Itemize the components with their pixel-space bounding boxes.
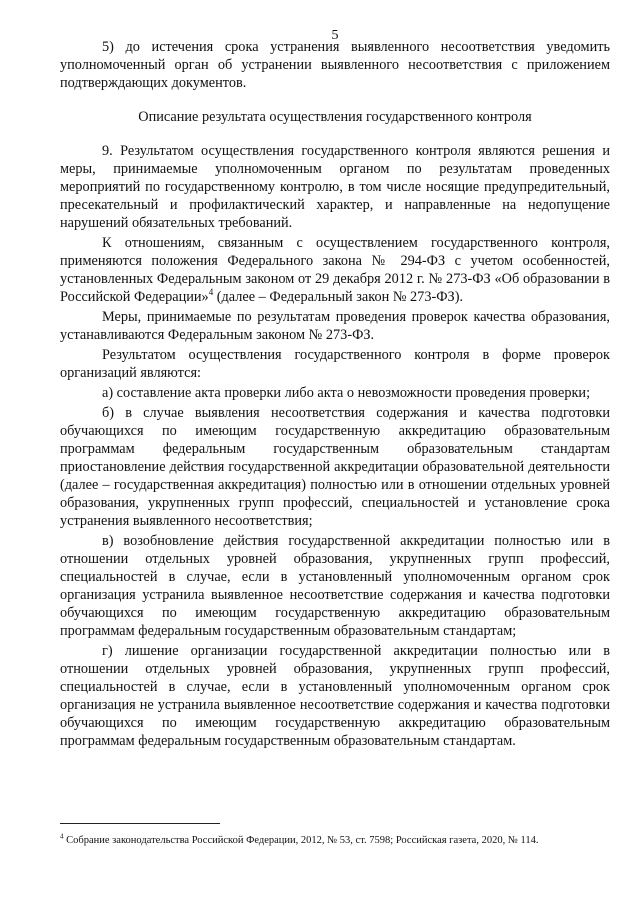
footnote-divider	[60, 823, 220, 824]
list-item-b: б) в случае выявления несоответствия содержания и качества подготовки обучающихся по имеющим государственную аккредитацию образовательным программам федеральным государственным образовательным стандартам приостановление действия государственной аккредитации образовательной деятельности (далее – государственная аккредитация) полностью или в отношении отдельных уровней образования, укрупненных групп профессий, специальностей и установление срока устранения выявленного несоответствия;	[60, 405, 610, 529]
paragraph-measures: Меры, принимаемые по результатам проведения проверок качества образования, устанавливаются Федеральным законом № 273-ФЗ.	[60, 309, 610, 343]
paragraph-relations	[60, 234, 610, 306]
footnote	[60, 834, 610, 847]
paragraph-9: 9. Результатом осуществления государственного контроля являются решения и меры, принимаемые уполномоченным органом по результатам проведенных мероприятий по государственному контролю, в том числе носящие предупредительный, пресекательный и профилактический характер, и направленные на недопущение нарушений обязательных требований.	[60, 143, 610, 231]
list-item-v: в) возобновление действия государственной аккредитации полностью или в отношении отдельных уровней образования, укрупненных групп профессий, специальностей в случае, если в установленный уполномоченным органом срок организация устранила выявленное несоответствие содержания и качества подготовки обучающихся по имеющим государственную аккредитацию образовательным программам федеральным государственным образовательным стандартам;	[60, 533, 610, 639]
paragraph-5: 5) до истечения срока устранения выявленного несоответствия уведомить уполномоченный орган об устранении выявленного несоответствия с приложением подтверждающих документов.	[60, 39, 610, 91]
list-item-a: а) составление акта проверки либо акта о невозможности проведения проверки;	[102, 385, 591, 401]
document-body	[60, 38, 610, 750]
section-heading: Описание результата осуществления государственного контроля	[138, 109, 532, 125]
footnote-ref[interactable]: 4	[208, 287, 214, 298]
paragraph-results-intro: Результатом осуществления государственного контроля в форме проверок организаций являются:	[60, 347, 610, 381]
page-number: 5	[331, 28, 339, 43]
paragraph-relations-text: К отношениям, связанным с осуществлением государственного контроля, применяются положения Федерального закона № 294-ФЗ с учетом особенностей, установленных Федеральным законом от 29 декабря 2012 г. № 273-ФЗ «Об образовании в Российской Федерации»	[60, 235, 610, 305]
paragraph-relations-tail: (далее – Федеральный закон № 273-ФЗ).	[213, 289, 464, 305]
list-item-g: г) лишение организации государственной аккредитации полностью или в отношении отдельных уровней образования, укрупненных групп профессий, специальностей в случае, если в установленный уполномоченным органом срок организация не устранила выявленное несоответствие содержания и качества подготовки обучающихся по имеющим государственную аккредитацию образовательным программам федеральным государственным образовательным стандартам.	[60, 643, 610, 749]
footnote-number: 4	[60, 832, 64, 841]
footnote-text: Собрание законодательства Российской Федерации, 2012, № 53, ст. 7598; Российская газета, 2020, № 114.	[63, 835, 539, 846]
